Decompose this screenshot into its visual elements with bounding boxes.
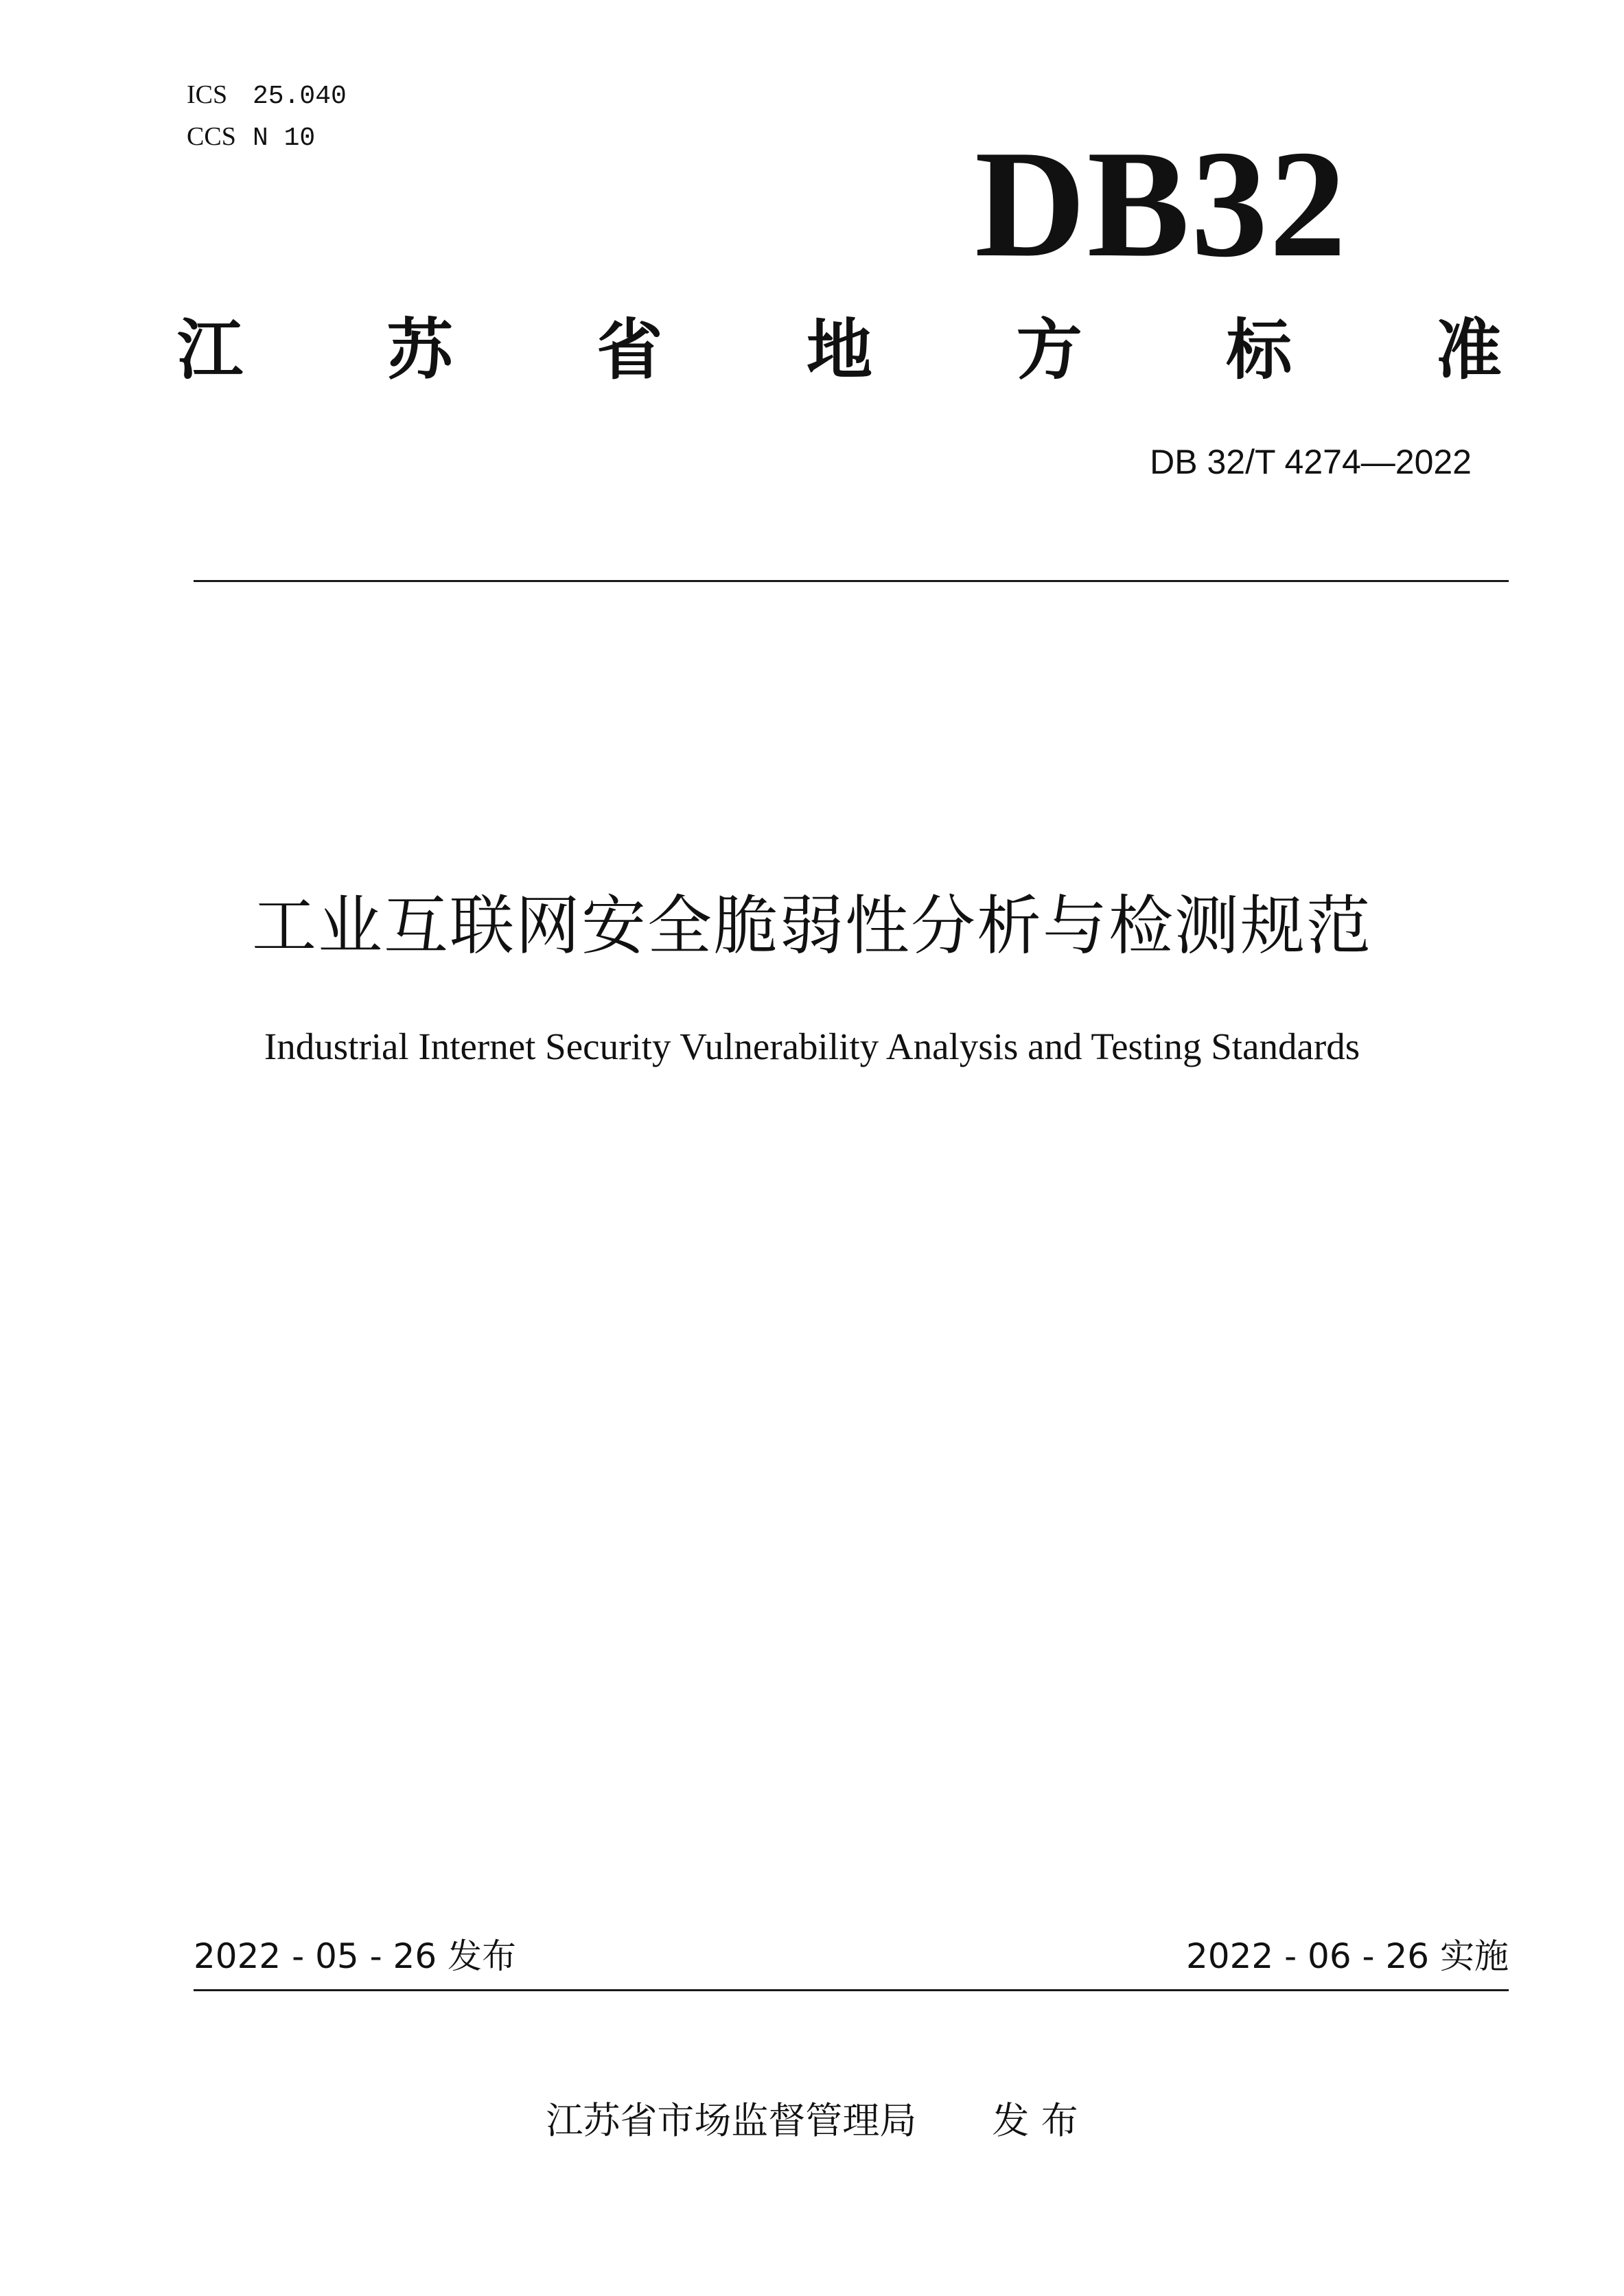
issuer-line [0,2099,1624,2143]
bottom-divider [194,1989,1509,1991]
document-title-cn: 工业互联网安全脆弱性分析与检测规范 [251,889,1372,964]
top-divider [194,580,1509,582]
ccs-label: CCS [187,122,236,151]
province-title-char: 地 [806,312,872,389]
province-title-char: 江 [177,312,243,389]
ccs-code: N 10 [253,124,316,153]
province-title-char: 方 [1016,312,1082,389]
province-title-char: 准 [1435,312,1502,389]
province-title-char: 省 [596,312,663,389]
ics-label: ICS [187,80,228,109]
implementation-date: 2022 - 06 - 26 实施 [1185,1936,1509,1976]
province-title-char: 标 [1226,312,1292,389]
issuer-name: 江苏省市场监督管理局 [546,2099,917,2142]
ics-code: 25.040 [253,82,347,111]
issuer-action: 发 布 [992,2099,1078,2142]
issue-date: 2022 - 05 - 26 发布 [194,1936,517,1976]
province-title-char: 苏 [386,312,453,389]
standard-number: DB 32/T 4274—2022 [1150,443,1472,481]
ics-classification [187,79,347,112]
ccs-classification [187,121,315,154]
province-standard-title [177,312,1502,388]
document-title-en: Industrial Internet Security Vulnerability Analysis and Testing Standards [264,1025,1360,1067]
standard-mark: DB32 [975,119,1348,289]
